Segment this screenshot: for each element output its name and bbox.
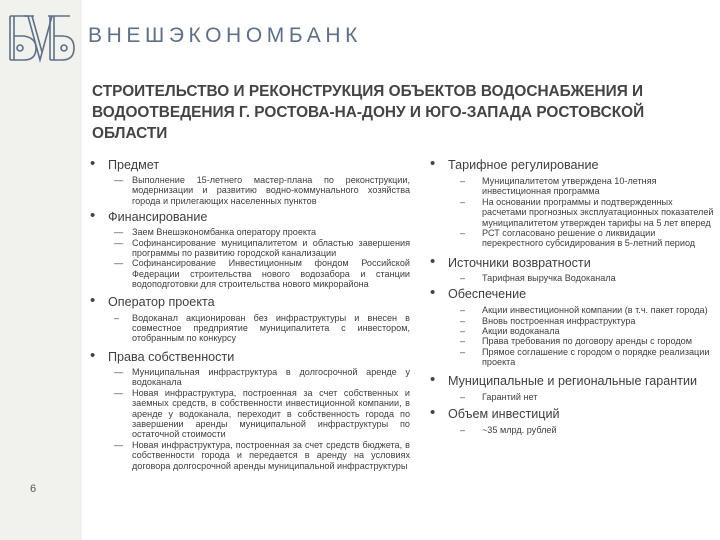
- list-item: [448, 305, 718, 315]
- list-item: [108, 238, 410, 259]
- list-item: [448, 347, 718, 368]
- dash: –: [460, 391, 466, 402]
- dash: –: [460, 176, 466, 186]
- item-text: Новая инфраструктура, построенная за счет собственных и заемных средств, в собственности инвестиционной компании, в аренде у водоканала, переходит в собственность города по завершении аренды муниципальной инфраструктуры по остаточной стоимости: [132, 387, 410, 440]
- section-investment-volume: [428, 406, 718, 435]
- item-text: На основании программы и подтвержденных расчетами прогнозных эксплуатационных показателей муниципалитетом утвержден тарифы на 5 лет вперед: [482, 196, 714, 228]
- section-title: Обеспечение: [448, 287, 527, 302]
- dash: —: [114, 439, 124, 450]
- dash: –: [460, 346, 466, 357]
- dash: —: [114, 175, 124, 185]
- item-text: Софинансирование муниципалитетом и областью завершения программы по развитию городской канализации: [132, 237, 410, 259]
- list-item: [448, 425, 718, 435]
- list-item: [448, 336, 718, 346]
- bullet: •: [90, 346, 96, 364]
- list-item: [108, 175, 410, 206]
- item-text: Муниципальная инфраструктура в долгосрочной аренде у водоканала: [132, 366, 410, 388]
- item-text: Муниципалитетом утверждена 10-летняя инвестиционная программа: [482, 176, 657, 197]
- veb-logo-icon: [4, 8, 76, 70]
- list-item: [108, 388, 410, 440]
- dash: —: [114, 237, 124, 248]
- bullet: •: [90, 291, 96, 309]
- dash: –: [460, 228, 466, 239]
- dash: –: [460, 326, 466, 337]
- dash: –: [460, 196, 466, 207]
- item-text: Заем Внешэкономбанка оператору проекта: [132, 227, 317, 238]
- item-text: РСТ согласовано решение о ликвидации перекрестного субсидирования в 5-летний период: [482, 228, 696, 249]
- list-item: [108, 367, 410, 388]
- section-repayment-sources: [428, 252, 718, 283]
- right-column: [428, 157, 718, 436]
- list-item: [448, 176, 718, 197]
- dash: —: [114, 227, 124, 238]
- dash: —: [114, 387, 124, 398]
- list-item: [448, 316, 718, 326]
- list-item: [448, 197, 718, 228]
- dash: –: [114, 312, 120, 323]
- section-tariff: [428, 157, 718, 249]
- section-title: Права собственности: [108, 349, 235, 364]
- section-title: Предмет: [108, 158, 160, 172]
- section-subject: [88, 157, 410, 206]
- section-ownership: [88, 346, 410, 471]
- left-sidebar: [0, 0, 82, 540]
- item-text: Водоканал акционирован без инфраструктуры и внесен в совместное предприятие муниципалитета с инвестором, отобранным по конкурсу: [132, 312, 410, 344]
- section-title: Тарифное регулирование: [448, 158, 599, 172]
- dash: –: [460, 305, 466, 316]
- section-operator: [88, 291, 410, 344]
- list-item: [448, 228, 718, 249]
- left-column: [88, 157, 410, 471]
- section-guarantees: [428, 370, 718, 402]
- section-title: Объем инвестиций: [448, 407, 560, 422]
- dash: —: [114, 258, 124, 269]
- item-text: Гарантий нет: [482, 391, 538, 402]
- section-title: Источники возвратности: [448, 255, 591, 270]
- list-item: [108, 258, 410, 289]
- item-text: Новая инфраструктура, построенная за счет средств бюджета, в собственности города и передается в аренду на условиях договора долгосрочной аренды муниципальной инфраструктуры: [132, 439, 410, 471]
- item-text: Выполнение 15-летнего мастер-плана по реконструкции, модернизации и развитию водно-коммунального хозяйства города и прилегающих населенных пунктов: [132, 175, 410, 206]
- dash: –: [460, 272, 466, 283]
- item-text: Тарифная выручка Водоканала: [482, 272, 616, 283]
- list-item: [108, 440, 410, 471]
- list-item: [448, 273, 718, 283]
- brand-name: ВНЕШЭКОНОМБАНК: [88, 24, 362, 47]
- dash: –: [460, 315, 466, 326]
- bullet: •: [430, 370, 436, 388]
- bullet: •: [90, 155, 96, 172]
- item-text: Права требования по договору аренды с городом: [482, 336, 692, 347]
- bullet: •: [430, 252, 436, 270]
- section-title: Оператор проекта: [108, 294, 215, 309]
- section-collateral: [428, 286, 718, 367]
- list-item: [108, 227, 410, 237]
- section-title: Финансирование: [108, 210, 208, 225]
- list-item: [108, 313, 410, 344]
- dash: –: [460, 336, 466, 347]
- item-text: Вновь построенная инфраструктура: [482, 315, 636, 326]
- bullet: •: [430, 404, 436, 422]
- dash: –: [460, 425, 466, 436]
- item-text: Акции водоканала: [482, 326, 560, 337]
- item-text: Прямое соглашение с городом о порядке реализации проекта: [482, 346, 710, 368]
- item-text: Акции инвестиционной компании (в т.ч. пакет города): [482, 305, 708, 316]
- item-text: Софинансирование Инвестиционным фондом Российской Федерации строительства нового водозабора и станции водоподготовки для строительства нового микрорайона: [132, 258, 410, 290]
- section-financing: [88, 209, 410, 289]
- bullet: •: [430, 284, 436, 302]
- item-text: ~35 млрд. рублей: [482, 425, 557, 436]
- page-title: СТРОИТЕЛЬСТВО И РЕКОНСТРУКЦИЯ ОБЪЕКТОВ ВОДОСНАБЖЕНИЯ И ВОДООТВЕДЕНИЯ Г. РОСТОВА-НА-ДОНУ И ЮГО-ЗАПАДА РОСТОВСКОЙ ОБЛАСТИ: [92, 83, 645, 142]
- bullet: •: [90, 207, 96, 225]
- list-item: [448, 326, 718, 336]
- section-title: Муниципальные и региональные гарантии: [448, 373, 698, 388]
- list-item: [448, 392, 718, 402]
- page-number: 6: [30, 483, 37, 495]
- dash: —: [114, 366, 124, 377]
- bullet: •: [430, 155, 436, 172]
